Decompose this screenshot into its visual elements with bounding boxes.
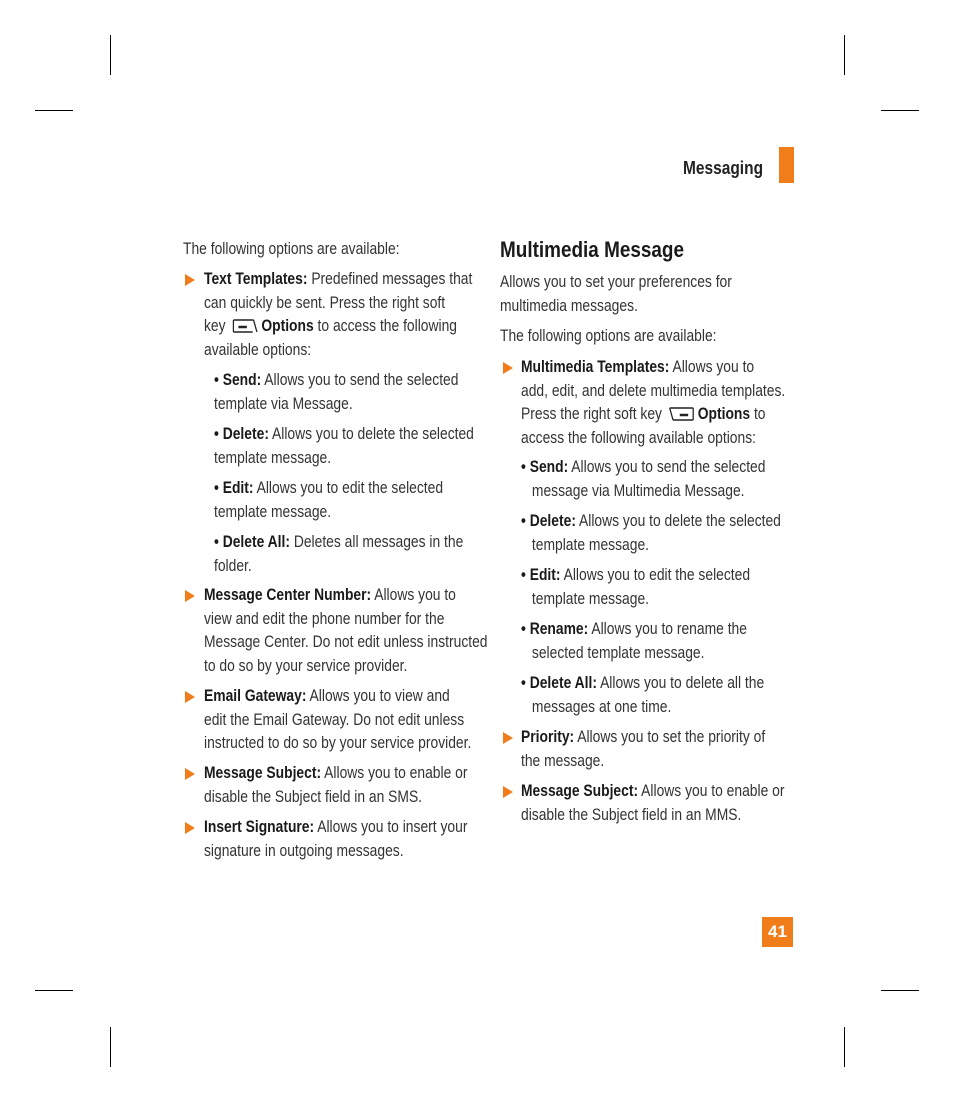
bullet-arrow-icon (503, 786, 513, 798)
option-message-subject: Message Subject: Allows you to enable or disable the Subject field in an SMS. (204, 764, 468, 806)
option-text-templates: Text Templates: Predefined messages that can quickly be sent. Press the right soft key Options to access the following available options: (204, 270, 473, 359)
sub-option-delete-all: • Delete All: Allows you to delete all the messages at one time. (521, 674, 765, 716)
option-email-gateway: Email Gateway: Allows you to view and edit the Email Gateway. Do not edit unless instructed to do so by your service provider. (204, 687, 472, 752)
bullet-arrow-icon (185, 822, 195, 834)
sub-option-delete-all: • Delete All: Deletes all messages in the folder. (214, 533, 464, 575)
bullet-arrow-icon (503, 362, 513, 374)
option-message-center-number: Message Center Number: Allows you to view and edit the phone number for the Message Center. Do not edit unless instructed to do so by your service provider. (204, 586, 488, 675)
bullet-arrow-icon (503, 732, 513, 744)
crop-mark (110, 1027, 111, 1067)
section-title: Messaging (682, 158, 763, 178)
section-heading: Multimedia Message (500, 237, 684, 262)
right-soft-key-icon (669, 405, 694, 419)
sub-option-send: • Send: Allows you to send the selected template via Message. (214, 371, 459, 413)
option-message-subject: Message Subject: Allows you to enable or disable the Subject field in an MMS. (521, 782, 785, 824)
page-number: 41 (762, 917, 793, 947)
right-soft-key-icon (233, 317, 258, 331)
intro-text: The following options are available: (500, 327, 717, 345)
section-description: Allows you to set your preferences for multimedia messages. (500, 273, 732, 315)
sub-option-delete: • Delete: Allows you to delete the selected template message. (521, 512, 781, 554)
intro-text: The following options are available: (183, 240, 400, 258)
crop-mark (844, 35, 845, 75)
sub-option-edit: • Edit: Allows you to edit the selected template message. (214, 479, 444, 521)
bullet-arrow-icon (185, 274, 195, 286)
option-multimedia-templates: Multimedia Templates: Allows you to add, edit, and delete multimedia templates. Press the right soft key Options to access the following available options: (521, 358, 786, 447)
bullet-arrow-icon (185, 691, 195, 703)
option-priority: Priority: Allows you to set the priority of the message. (521, 728, 766, 770)
crop-mark (35, 110, 73, 111)
sub-option-delete: • Delete: Allows you to delete the selected template message. (214, 425, 474, 467)
sub-option-edit: • Edit: Allows you to edit the selected template message. (521, 566, 751, 608)
sub-option-send: • Send: Allows you to send the selected message via Multimedia Message. (521, 458, 766, 500)
crop-mark (881, 990, 919, 991)
bullet-arrow-icon (185, 768, 195, 780)
crop-mark (110, 35, 111, 75)
sub-option-rename: • Rename: Allows you to rename the selected template message. (521, 620, 747, 662)
option-insert-signature: Insert Signature: Allows you to insert your signature in outgoing messages. (204, 818, 468, 860)
crop-mark (35, 990, 73, 991)
crop-mark (844, 1027, 845, 1067)
section-tab (779, 147, 794, 183)
crop-mark (881, 110, 919, 111)
bullet-arrow-icon (185, 590, 195, 602)
